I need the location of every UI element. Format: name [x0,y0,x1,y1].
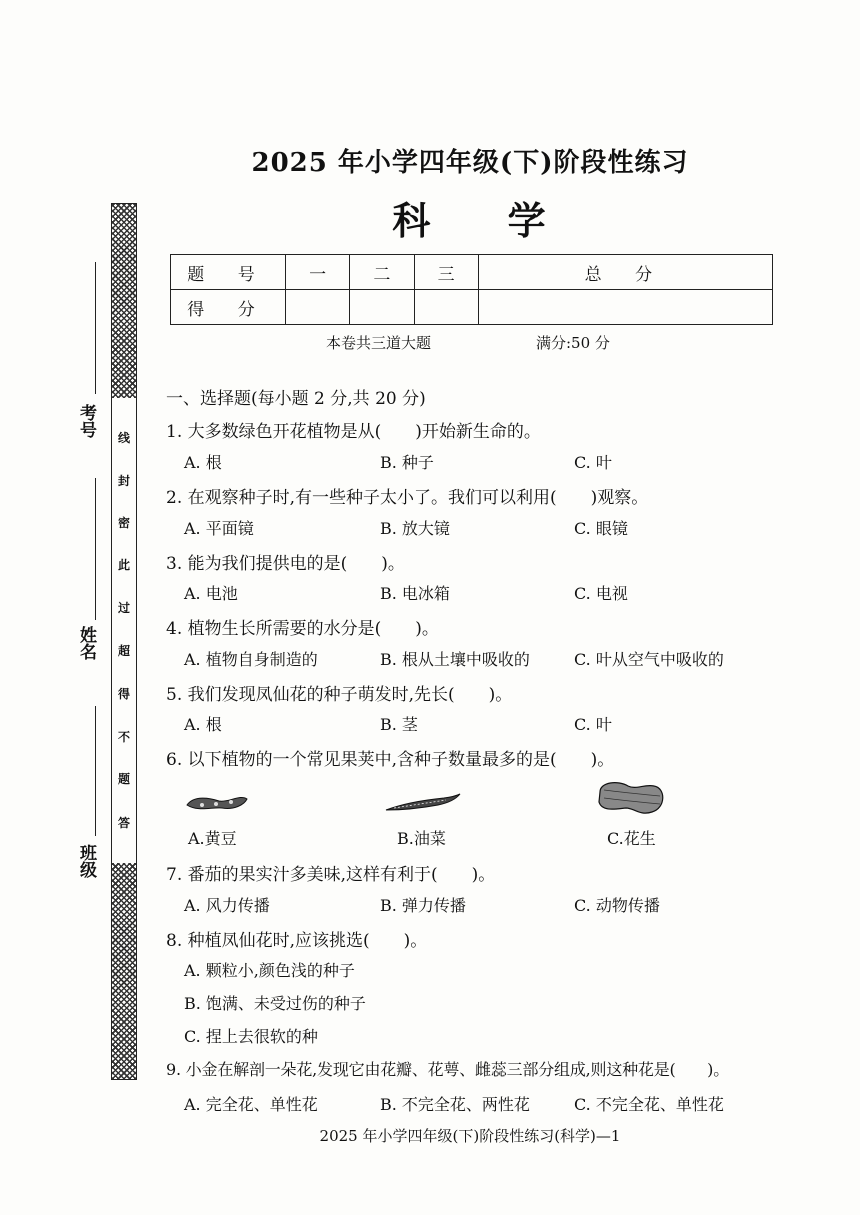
question-7-option-a[interactable]: A. 风力传播 [184,896,270,915]
score-input-total[interactable] [478,290,772,325]
question-4-stem: 4. 植物生长所需要的水分是( )。 [166,619,439,639]
seal-char: 封 [117,474,130,488]
score-table [170,254,773,325]
question-8-option-a[interactable]: A. 颗粒小,颜色浅的种子 [184,961,355,980]
score-input-section-2[interactable] [350,290,414,325]
paper-note: 本卷共三道大题 [326,334,432,352]
page-footer: 2025 年小学四年级(下)阶段性练习(科学)—1 [319,1127,621,1145]
exam-number-label: 考号 [76,404,96,438]
question-5-option-a[interactable]: A. 根 [184,715,222,734]
seal-char: 线 [117,431,130,445]
exam-title: 2025 年小学四年级(下)阶段性练习 [251,148,689,178]
seal-char: 不 [117,730,130,744]
rapeseed-pod-image [384,790,462,816]
score-input-section-1[interactable] [286,290,350,325]
exam-number-line[interactable] [95,262,96,394]
score-table-score-row [171,290,773,325]
score-cell-question-number-label: 题 号 [171,255,286,290]
question-2-stem: 2. 在观察种子时,有一些种子太小了。我们可以利用( )观察。 [166,488,649,508]
score-cell-total: 总 分 [478,255,772,290]
binding-strip [111,203,137,1080]
question-7-option-c[interactable]: C. 动物传播 [574,896,660,915]
question-8-option-b[interactable]: B. 饱满、未受过伤的种子 [184,994,366,1013]
question-2-option-c[interactable]: C. 眼镜 [574,519,628,538]
question-6-stem: 6. 以下植物的一个常见果荚中,含种子数量最多的是( )。 [166,750,615,770]
hatch-pattern-top [112,204,136,398]
seal-char: 题 [117,772,130,786]
question-9-option-c[interactable]: C. 不完全花、单性花 [574,1095,724,1114]
question-8-option-c[interactable]: C. 捏上去很软的种 [184,1027,318,1046]
section-1-title: 一、选择题(每小题 2 分,共 20 分) [166,389,426,409]
seal-char: 过 [117,601,130,615]
seal-char: 答 [117,816,130,830]
seal-char: 超 [117,644,130,658]
score-cell-section-2: 二 [350,255,414,290]
question-1-stem: 1. 大多数绿色开花植物是从( )开始新生命的。 [166,422,541,442]
seal-char: 密 [117,516,130,530]
question-3-stem: 3. 能为我们提供电的是( )。 [166,554,405,574]
question-9-option-b[interactable]: B. 不完全花、两性花 [380,1095,530,1114]
question-7-stem: 7. 番茄的果实汁多美味,这样有利于( )。 [166,865,496,885]
name-line[interactable] [95,478,96,620]
peanut-pod-image [594,778,668,818]
question-4-option-c[interactable]: C. 叶从空气中吸收的 [574,650,724,669]
score-cell-section-1: 一 [286,255,350,290]
question-7-option-b[interactable]: B. 弹力传播 [380,896,466,915]
question-8-stem: 8. 种植凤仙花时,应该挑选( )。 [166,931,428,951]
question-2-option-a[interactable]: A. 平面镜 [184,519,254,538]
score-table-header-row [171,255,773,290]
score-input-section-3[interactable] [414,290,478,325]
question-6-option-a[interactable]: A.黄豆 [188,829,237,848]
question-9-option-a[interactable]: A. 完全花、单性花 [184,1095,318,1114]
hatch-pattern-bottom [112,863,136,1079]
class-line[interactable] [95,706,96,836]
question-5-option-b[interactable]: B. 茎 [380,715,418,734]
soybean-pod-image [184,790,250,816]
question-6-option-c[interactable]: C.花生 [607,829,656,848]
question-5-stem: 5. 我们发现凤仙花的种子萌发时,先长( )。 [166,685,513,705]
score-cell-section-3: 三 [414,255,478,290]
question-3-option-b[interactable]: B. 电冰箱 [380,584,450,603]
question-5-option-c[interactable]: C. 叶 [574,715,612,734]
subject-title: 科 学 [392,198,578,243]
score-cell-score-label: 得 分 [171,290,286,325]
question-6-option-b[interactable]: B.油菜 [397,829,446,848]
question-3-option-c[interactable]: C. 电视 [574,584,628,603]
question-4-option-b[interactable]: B. 根从土壤中吸收的 [380,650,530,669]
seal-char: 此 [117,558,130,572]
question-1-option-b[interactable]: B. 种子 [380,453,434,472]
question-4-option-a[interactable]: A. 植物自身制造的 [184,650,318,669]
question-2-option-b[interactable]: B. 放大镜 [380,519,450,538]
name-label: 姓名 [76,626,96,660]
seal-char: 得 [117,687,130,701]
class-label: 班级 [76,844,96,878]
question-3-option-a[interactable]: A. 电池 [184,584,238,603]
question-9-stem: 9. 小金在解剖一朵花,发现它由花瓣、花萼、雌蕊三部分组成,则这种花是( )。 [166,1060,730,1079]
question-1-option-a[interactable]: A. 根 [184,453,222,472]
question-1-option-c[interactable]: C. 叶 [574,453,612,472]
full-score: 满分:50 分 [536,334,610,352]
